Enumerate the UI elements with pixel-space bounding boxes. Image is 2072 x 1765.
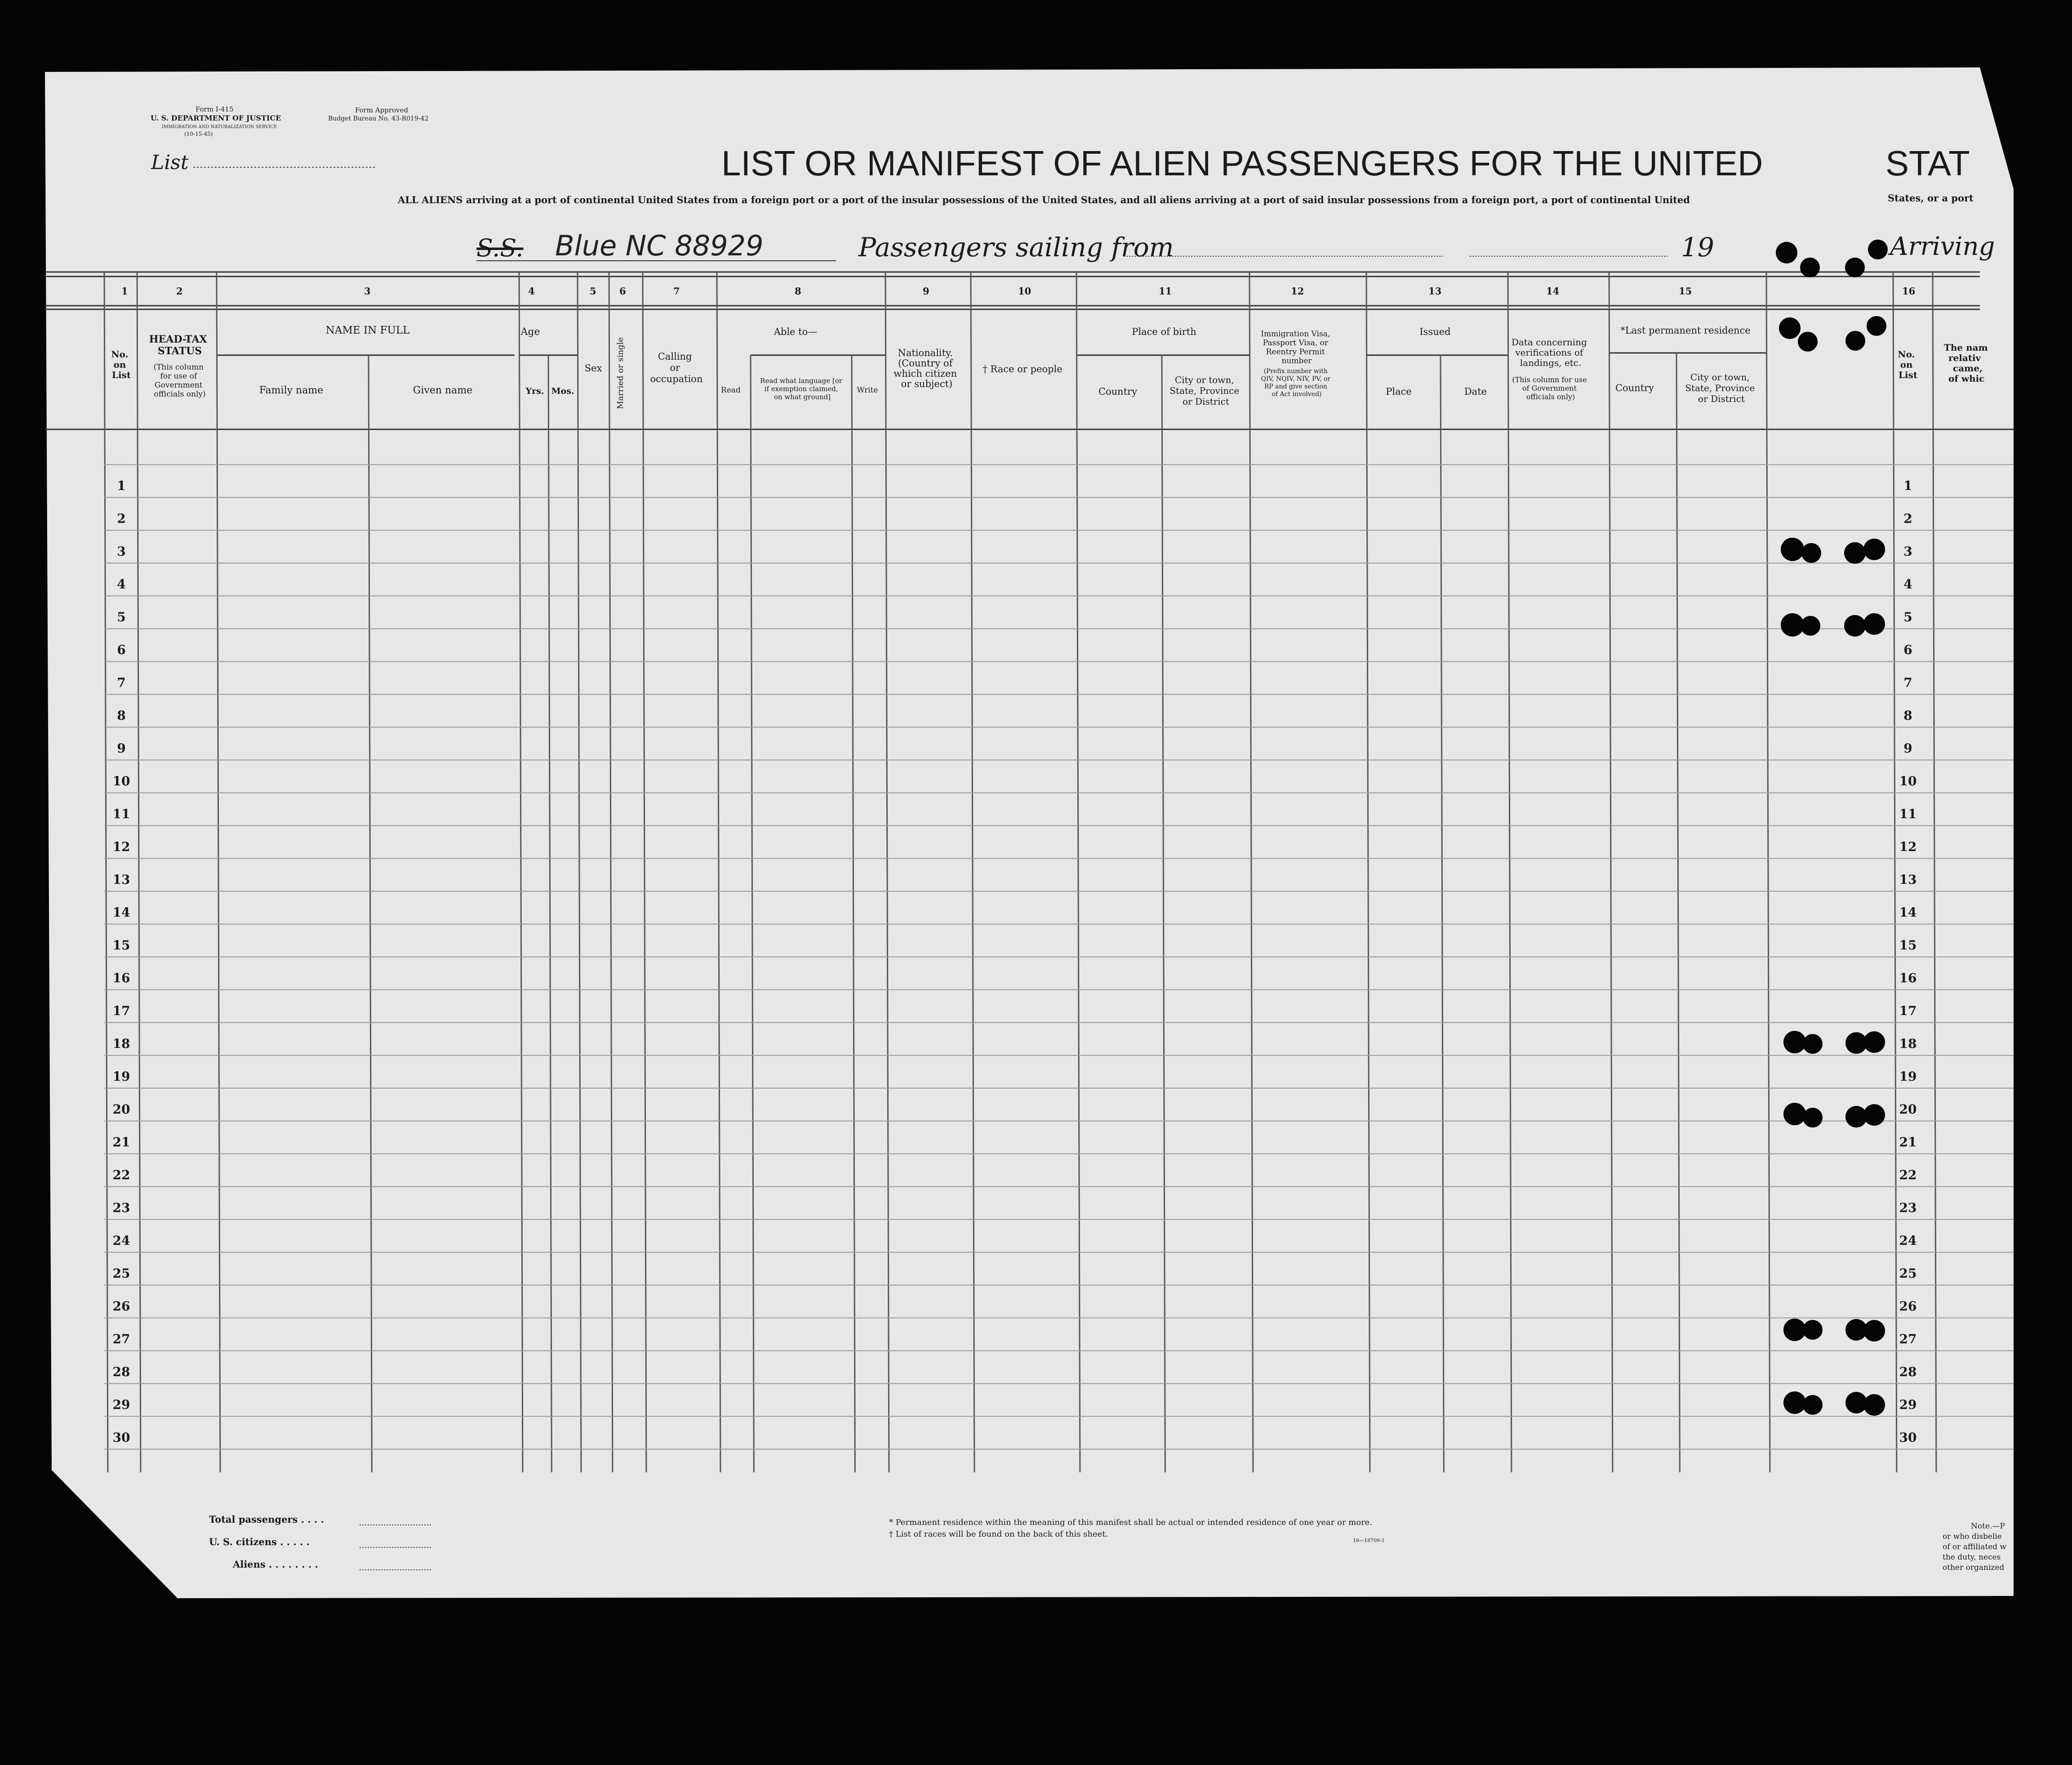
header-write: Write <box>857 386 878 395</box>
punch-hole <box>1845 331 1865 351</box>
punch-hole <box>1863 1394 1885 1416</box>
header-yrs: Yrs. <box>525 386 544 396</box>
row-number-right: 21 <box>1899 1135 1917 1150</box>
col-number-13: 13 <box>1428 285 1442 297</box>
note-line: or who disbelie <box>1943 1532 2002 1541</box>
header-read-language: Read what language [or if exemption claimed, on what ground] <box>760 377 842 401</box>
punch-hole <box>1803 1320 1823 1340</box>
header-last-residence: *Last permanent residence <box>1620 325 1751 336</box>
punch-hole <box>1863 1320 1885 1342</box>
punch-hole <box>1803 1034 1823 1054</box>
punch-hole <box>1844 615 1866 637</box>
note-line: of or affiliated w <box>1943 1542 2007 1551</box>
punch-hole <box>1801 543 1821 563</box>
row-number-left: 4 <box>117 577 126 592</box>
row-number-right: 18 <box>1899 1036 1917 1051</box>
row-number-left: 15 <box>112 938 130 953</box>
header-data-note: (This column for use of Government officials only) <box>1512 375 1587 401</box>
row-number-right: 28 <box>1899 1364 1917 1379</box>
row-number-left: 14 <box>112 905 130 920</box>
col-number-2: 2 <box>176 285 183 297</box>
header-visa: Immigration Visa, Passport Visa, or Reentry Permit number <box>1261 330 1330 365</box>
col-number-14: 14 <box>1546 285 1560 297</box>
note-line: Note.—P <box>1971 1522 2005 1531</box>
paper <box>45 67 2014 1598</box>
row-number-left: 17 <box>112 1003 130 1018</box>
header-nationality: Nationality. (Country of which citizen or subject) <box>894 348 957 389</box>
row-number-left: 5 <box>117 610 126 624</box>
header-visa-note: (Prefix number with QIV, NQIV, NIV, PV, or RP and give section of Act involved) <box>1261 368 1331 398</box>
header-able-to: Able to— <box>774 326 818 337</box>
service: IMMIGRATION AND NATURALIZATION SERVICE <box>162 125 277 129</box>
row-number-left: 18 <box>112 1036 130 1051</box>
row-number-left: 30 <box>112 1430 130 1445</box>
row-number-right: 14 <box>1899 905 1917 920</box>
row-number-left: 27 <box>112 1332 130 1346</box>
row-number-right: 7 <box>1903 675 1912 690</box>
row-number-left: 13 <box>112 872 130 887</box>
header-place-of-birth: Place of birth <box>1132 326 1196 337</box>
col-number-1: 1 <box>121 285 128 297</box>
row-number-right: 24 <box>1899 1233 1917 1248</box>
print-code: 16—18709-1 <box>1353 1538 1385 1543</box>
punch-hole <box>1783 1031 1806 1053</box>
punch-hole <box>1863 1104 1885 1126</box>
row-number-right: 1 <box>1903 478 1912 493</box>
row-number-right: 25 <box>1899 1266 1917 1281</box>
row-number-left: 8 <box>117 708 126 723</box>
row-number-right: 30 <box>1899 1430 1917 1445</box>
row-number-right: 11 <box>1899 807 1917 821</box>
row-number-left: 22 <box>112 1168 130 1182</box>
row-number-left: 21 <box>112 1135 130 1150</box>
row-number-left: 1 <box>117 478 126 493</box>
col-number-8: 8 <box>795 285 801 297</box>
header-data-concerning: Data concerning verifications of landings, etc. <box>1511 337 1587 368</box>
header-name-in-full: NAME IN FULL <box>325 325 410 336</box>
header-race: † Race or people <box>983 364 1063 374</box>
col-number-16: 16 <box>1902 285 1916 297</box>
row-number-right: 8 <box>1903 708 1912 723</box>
row-number-left: 29 <box>112 1397 130 1412</box>
col-number-7: 7 <box>673 285 680 297</box>
punch-hole <box>1863 1031 1885 1053</box>
header-issued-date: Date <box>1464 386 1487 397</box>
punch-hole <box>1867 316 1886 336</box>
punch-hole <box>1800 258 1820 277</box>
punch-hole <box>1781 538 1804 561</box>
department: U. S. DEPARTMENT OF JUSTICE <box>151 114 281 122</box>
row-number-right: 3 <box>1903 544 1912 559</box>
note-line: the duty, neces <box>1943 1553 2001 1562</box>
row-number-left: 10 <box>112 774 130 789</box>
header-relative: The nam relativ came, of whic <box>1944 342 1988 384</box>
header-no-on-list-right: No. on List <box>1898 349 1918 380</box>
header-residence-city: City or town, State, Province or District <box>1685 372 1755 404</box>
total-passengers-label: Total passengers . . . . <box>209 1514 324 1525</box>
punch-hole <box>1863 613 1885 635</box>
header-given-name: Given name <box>413 385 473 396</box>
row-number-left: 28 <box>112 1364 130 1379</box>
footnote-residence: * Permanent residence within the meaning of this manifest shall be actual or intended residence of one year or more. <box>889 1518 1373 1527</box>
header-calling: Calling or occupation <box>650 351 703 384</box>
row-number-right: 5 <box>1903 610 1912 624</box>
us-citizens-label: U. S. citizens . . . . . <box>209 1536 310 1547</box>
col-number-15: 15 <box>1679 285 1692 297</box>
col-number-6: 6 <box>619 285 626 297</box>
subtitle: ALL ALIENS arriving at a port of continental United States from a foreign port or a port of the insular possessions of the United States, and all aliens arriving at a port of said insular possessions from a foreign port, a port of continental United <box>398 194 1690 205</box>
row-number-left: 24 <box>112 1233 130 1248</box>
subtitle-continued: States, or a port <box>1888 192 1974 204</box>
col-number-9: 9 <box>923 285 929 297</box>
header-married: Married or single <box>616 337 625 409</box>
footnote-races: † List of races will be found on the back of this sheet. <box>889 1529 1108 1539</box>
punch-hole <box>1868 240 1888 259</box>
header-head-tax: HEAD-TAX STATUS <box>149 334 207 357</box>
row-number-left: 19 <box>112 1069 130 1084</box>
punch-hole <box>1803 1395 1823 1415</box>
col-number-4: 4 <box>528 285 535 297</box>
revision: (10-15-45) <box>184 131 213 137</box>
punch-hole <box>1776 242 1797 263</box>
row-number-right: 2 <box>1903 511 1912 526</box>
header-age: Age <box>520 326 540 338</box>
year-prefix: 19 <box>1681 232 1714 263</box>
row-number-right: 17 <box>1899 1003 1917 1018</box>
row-number-right: 20 <box>1899 1102 1917 1117</box>
ss-prefix: S.S. <box>476 234 524 262</box>
row-number-right: 27 <box>1899 1332 1917 1346</box>
row-number-right: 9 <box>1903 741 1912 756</box>
title: LIST OR MANIFEST OF ALIEN PASSENGERS FOR THE UNITED <box>721 143 1763 183</box>
punch-hole <box>1863 539 1885 560</box>
row-number-left: 3 <box>117 544 126 559</box>
arriving-label: Arriving <box>1890 232 1995 261</box>
form-id: Form I-415 <box>196 105 234 113</box>
row-number-left: 16 <box>112 971 130 985</box>
row-number-right: 15 <box>1899 938 1917 953</box>
col-number-12: 12 <box>1291 285 1304 297</box>
row-number-right: 16 <box>1899 971 1917 985</box>
col-number-3: 3 <box>364 285 371 297</box>
header-issued-place: Place <box>1386 386 1412 397</box>
title-continued: STAT <box>1885 143 1970 183</box>
header-birth-country: Country <box>1098 386 1138 397</box>
row-number-left: 26 <box>112 1299 130 1314</box>
header-mos: Mos. <box>551 386 574 396</box>
row-number-right: 10 <box>1899 774 1917 789</box>
punch-hole <box>1798 332 1818 352</box>
row-number-right: 4 <box>1903 577 1912 592</box>
col-number-11: 11 <box>1159 285 1172 297</box>
punch-hole <box>1779 317 1801 339</box>
punch-hole <box>1844 542 1866 564</box>
row-number-right: 6 <box>1903 642 1912 657</box>
header-read: Read <box>721 386 741 395</box>
budget-number: Budget Bureau No. 43-R019-42 <box>328 115 429 122</box>
punch-hole <box>1783 1319 1806 1341</box>
note-line: other organized <box>1943 1563 2005 1572</box>
row-number-right: 12 <box>1899 839 1917 854</box>
header-no-on-list: No. on List <box>111 349 131 380</box>
row-number-right: 19 <box>1899 1069 1917 1084</box>
list-label: List <box>151 151 189 174</box>
row-number-left: 9 <box>117 741 126 756</box>
punch-hole <box>1783 1103 1806 1125</box>
row-number-right: 22 <box>1899 1168 1917 1182</box>
row-number-right: 13 <box>1899 872 1917 887</box>
aliens-label: Aliens . . . . . . . . <box>233 1559 318 1570</box>
row-number-left: 7 <box>117 675 126 690</box>
header-family-name: Family name <box>259 385 324 396</box>
row-number-right: 29 <box>1899 1397 1917 1412</box>
header-head-tax-note: (This column for use of Government officials only) <box>153 363 206 399</box>
row-number-left: 11 <box>112 807 130 821</box>
col-number-10: 10 <box>1018 285 1032 297</box>
punch-hole <box>1845 258 1865 277</box>
handwritten-vessel: Blue NC 88929 <box>555 229 764 262</box>
row-number-left: 6 <box>117 642 126 657</box>
punch-hole <box>1803 1108 1823 1128</box>
header-sex: Sex <box>584 363 602 374</box>
header-birth-city: City or town, State, Province or District <box>1169 374 1240 407</box>
row-number-left: 25 <box>112 1266 130 1281</box>
row-number-left: 23 <box>112 1200 130 1215</box>
row-number-left: 12 <box>112 839 130 854</box>
row-number-left: 2 <box>117 511 126 526</box>
punch-hole <box>1801 616 1820 636</box>
punch-hole <box>1783 1391 1806 1414</box>
form-approved: Form Approved <box>355 106 408 114</box>
header-residence-country: Country <box>1615 383 1654 393</box>
row-number-right: 26 <box>1899 1299 1917 1314</box>
header-issued: Issued <box>1419 326 1451 337</box>
row-number-right: 23 <box>1899 1200 1917 1215</box>
row-number-left: 20 <box>112 1102 130 1117</box>
sailing-from-label: Passengers sailing from <box>858 232 1174 263</box>
col-number-5: 5 <box>590 285 596 297</box>
